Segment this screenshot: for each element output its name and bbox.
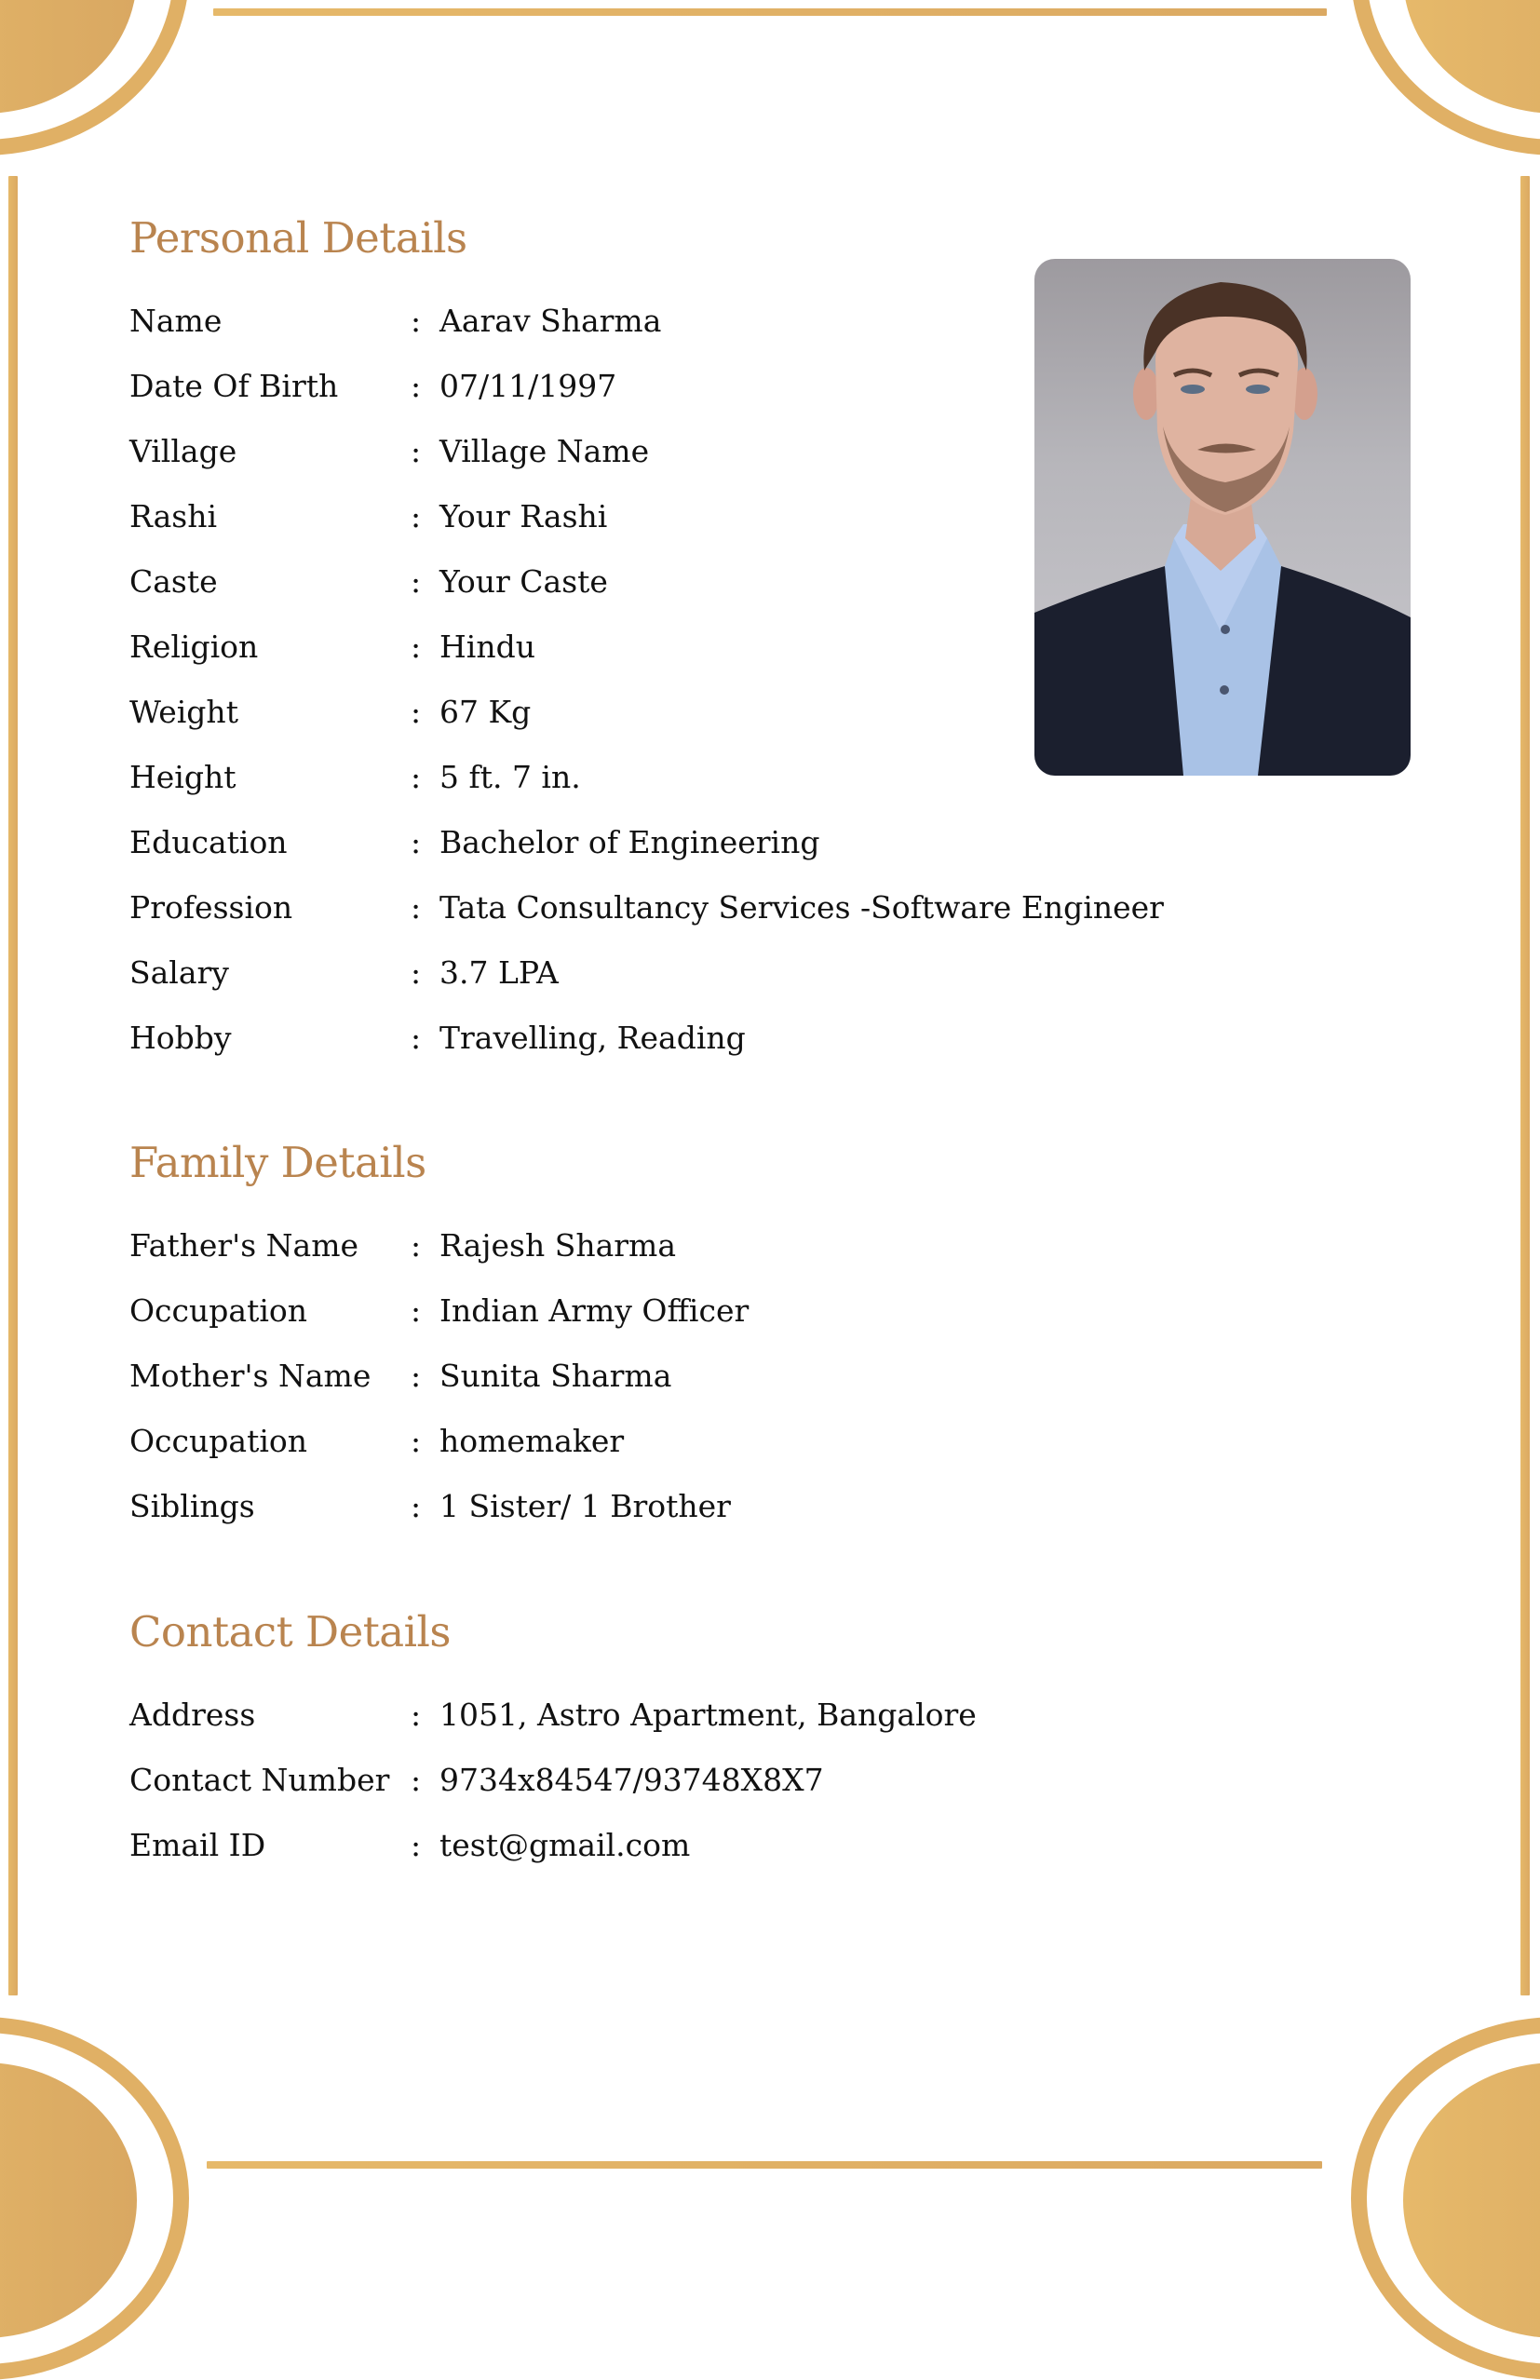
field-value: Sunita Sharma (439, 1358, 672, 1394)
field-label: Address (129, 1697, 256, 1733)
field-separator: : (411, 1488, 422, 1524)
field-separator: : (411, 954, 422, 991)
field-label: Occupation (129, 1292, 308, 1329)
field-value: 9734x84547/93748X8X7 (439, 1762, 824, 1798)
field-value: Rajesh Sharma (439, 1227, 676, 1264)
field-value: 07/11/1997 (439, 368, 617, 404)
field-separator: : (411, 563, 422, 600)
field-separator: : (411, 1697, 422, 1733)
field-value: Bachelor of Engineering (439, 824, 820, 860)
field-value: Travelling, Reading (439, 1020, 746, 1056)
field-separator: : (411, 759, 422, 795)
profile-photo (1034, 259, 1411, 776)
field-value: Village Name (439, 433, 650, 469)
section-title-family-details: Family Details (129, 1138, 426, 1187)
field-separator: : (411, 1358, 422, 1394)
field-separator: : (411, 433, 422, 469)
field-value: 1051, Astro Apartment, Bangalore (439, 1697, 977, 1733)
field-value: Your Caste (439, 563, 608, 600)
field-label: Date Of Birth (129, 368, 339, 404)
field-separator: : (411, 1020, 422, 1056)
left-border-line (8, 176, 18, 1995)
field-label: Caste (129, 563, 218, 600)
field-label: Height (129, 759, 236, 795)
field-value: 67 Kg (439, 694, 532, 730)
field-value: Hindu (439, 629, 535, 665)
field-value: test@gmail.com (439, 1827, 691, 1863)
field-separator: : (411, 694, 422, 730)
field-value: 1 Sister/ 1 Brother (439, 1488, 731, 1524)
field-value: Aarav Sharma (439, 303, 662, 339)
field-separator: : (411, 1827, 422, 1863)
field-label: Profession (129, 889, 293, 926)
field-label: Email ID (129, 1827, 266, 1863)
field-label: Education (129, 824, 288, 860)
field-value: 5 ft. 7 in. (439, 759, 581, 795)
field-value: Your Rashi (439, 498, 608, 534)
field-separator: : (411, 889, 422, 926)
field-separator: : (411, 629, 422, 665)
field-separator: : (411, 1227, 422, 1264)
field-value: Tata Consultancy Services -Software Engineer (439, 889, 1164, 926)
field-label: Hobby (129, 1020, 232, 1056)
field-label: Contact Number (129, 1762, 390, 1798)
field-separator: : (411, 303, 422, 339)
field-separator: : (411, 368, 422, 404)
field-label: Mother's Name (129, 1358, 371, 1394)
section-title-contact-details: Contact Details (129, 1607, 452, 1657)
field-label: Salary (129, 954, 229, 991)
field-label: Name (129, 303, 223, 339)
bottom-border-line (207, 2161, 1322, 2169)
field-separator: : (411, 1762, 422, 1798)
section-title-personal-details: Personal Details (129, 213, 467, 263)
field-label: Weight (129, 694, 238, 730)
person-portrait-icon (1034, 259, 1411, 776)
top-border-line (213, 8, 1327, 16)
field-separator: : (411, 1423, 422, 1459)
field-value: 3.7 LPA (439, 954, 559, 991)
field-label: Rashi (129, 498, 218, 534)
right-border-line (1520, 176, 1530, 1995)
field-label: Siblings (129, 1488, 255, 1524)
field-separator: : (411, 1292, 422, 1329)
field-separator: : (411, 824, 422, 860)
field-separator: : (411, 498, 422, 534)
field-label: Occupation (129, 1423, 308, 1459)
field-label: Father's Name (129, 1227, 359, 1264)
field-label: Religion (129, 629, 259, 665)
field-label: Village (129, 433, 237, 469)
field-value: Indian Army Officer (439, 1292, 750, 1329)
field-value: homemaker (439, 1423, 625, 1459)
